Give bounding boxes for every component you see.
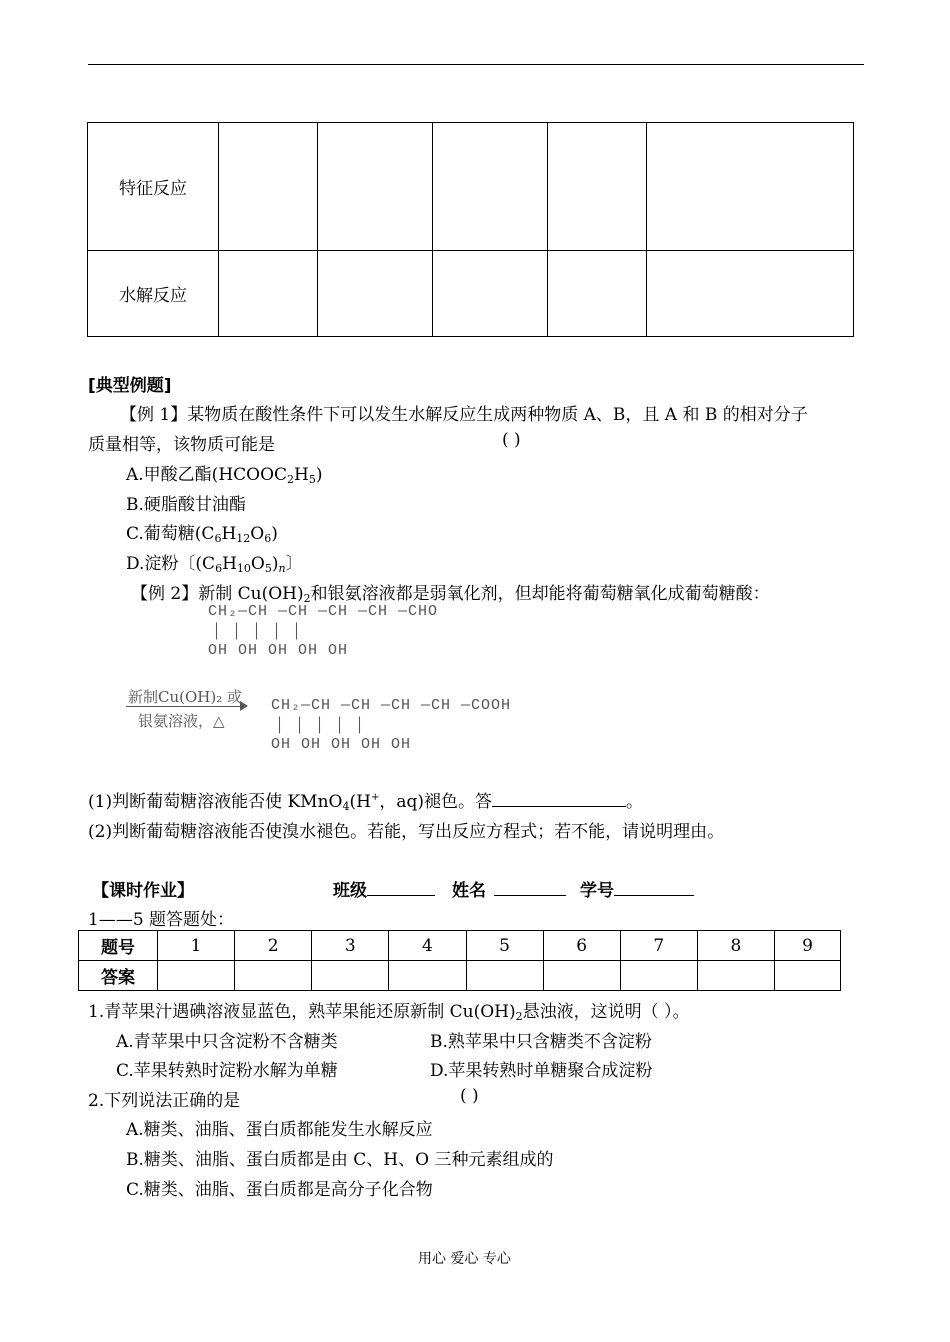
question-number: 6 xyxy=(543,931,620,961)
row-label: 水解反应 xyxy=(88,251,219,337)
section-title: [典型例题] xyxy=(88,376,172,396)
header-cell: 题号 xyxy=(79,931,158,961)
table-cell xyxy=(647,251,854,337)
homework-title: 【课时作业】 xyxy=(92,881,194,901)
reaction-condition-bottom: 银氨溶液，△ xyxy=(138,712,225,730)
example1-option-b: B.硬脂酸甘油酯 xyxy=(126,495,246,515)
question-1-option-a: A.青苹果中只含淀粉不含糖类 xyxy=(116,1032,338,1052)
name-input[interactable] xyxy=(494,880,566,896)
gluconic-acid-chain: CH₂—CH —CH —CH —CH —COOH xyxy=(271,697,512,714)
question-number: 7 xyxy=(620,931,697,961)
question-number: 3 xyxy=(312,931,389,961)
example1-line2: 质量相等，该物质可能是 xyxy=(88,435,275,455)
answer-cell[interactable] xyxy=(235,961,312,991)
answer-cell[interactable] xyxy=(775,961,841,991)
answer-cell[interactable] xyxy=(158,961,235,991)
table-row xyxy=(88,123,854,251)
class-field: 班级 xyxy=(333,876,435,901)
reaction-arrow xyxy=(126,706,244,707)
answer-cell[interactable] xyxy=(389,961,466,991)
answer-cell[interactable] xyxy=(312,961,389,991)
table-cell xyxy=(318,251,433,337)
table-cell xyxy=(219,123,318,251)
table-row xyxy=(79,961,841,991)
class-input[interactable] xyxy=(367,880,435,896)
example2-question-1: (1)判断葡萄糖溶液能否使 KMnO$_4$(H+，aq)褪色。答 。 xyxy=(88,792,643,813)
table-cell xyxy=(647,123,854,251)
reaction-condition-top: 新制Cu(OH)₂ 或 xyxy=(128,688,243,706)
gluconic-acid-bonds: │ │ │ │ │ xyxy=(275,717,366,734)
question-1-option-d: D.苹果转熟时单糖聚合成淀粉 xyxy=(430,1061,653,1081)
question-number: 5 xyxy=(466,931,543,961)
question-1-option-b: B.熟苹果中只含糖类不含淀粉 xyxy=(430,1032,652,1052)
glucose-hydroxyls: OH OH OH OH OH xyxy=(208,642,349,659)
question-number: 8 xyxy=(697,931,774,961)
answer-table xyxy=(78,930,841,991)
table-cell xyxy=(548,123,647,251)
answer-label-cell: 答案 xyxy=(79,961,158,991)
glucose-chain: CH₂—CH —CH —CH —CH —CHO xyxy=(208,603,439,620)
answer-cell[interactable] xyxy=(697,961,774,991)
student-number-field: 学号 xyxy=(580,876,694,901)
question-2-option-a: A.糖类、油脂、蛋白质都能发生水解反应 xyxy=(126,1120,433,1140)
table-cell xyxy=(433,251,548,337)
question-number: 2 xyxy=(235,931,312,961)
table-row xyxy=(88,251,854,337)
example1-option-a: A.甲酸乙酯$(HCOOC_2H_5)$ xyxy=(126,465,323,486)
header-rule xyxy=(88,64,864,65)
answer-area-note: 1——5 题答题处： xyxy=(88,910,235,930)
question-1-option-c: C.苹果转熟时淀粉水解为单糖 xyxy=(116,1061,338,1081)
question-number: 9 xyxy=(775,931,841,961)
table-cell xyxy=(318,123,433,251)
page-footer: 用心 爱心 专心 xyxy=(418,1251,511,1267)
answer-blank[interactable] xyxy=(492,791,626,807)
example1-option-d: D.淀粉〔$(C_6H_{10}O_5)_n$〕 xyxy=(126,554,303,575)
question-2-paren: ( ) xyxy=(460,1086,479,1106)
arrow-head-icon xyxy=(240,701,248,711)
comparison-table xyxy=(87,122,854,337)
example1-line1: 【例 1】某物质在酸性条件下可以发生水解反应生成两种物质 A、B，且 A 和 B 的相对分子 xyxy=(120,405,808,425)
table-cell xyxy=(433,123,548,251)
question-2-option-c: C.糖类、油脂、蛋白质都是高分子化合物 xyxy=(126,1180,433,1200)
example1-option-c: C.葡萄糖$(C_6H_{12}O_6)$ xyxy=(126,524,278,545)
gluconic-acid-hydroxyls: OH OH OH OH OH xyxy=(271,736,412,753)
example2-question-2: (2)判断葡萄糖溶液能否使溴水褪色。若能，写出反应方程式；若不能，请说明理由。 xyxy=(88,822,725,842)
table-cell xyxy=(219,251,318,337)
answer-cell[interactable] xyxy=(620,961,697,991)
answer-cell[interactable] xyxy=(543,961,620,991)
question-1-stem: 1.青苹果汁遇碘溶液显蓝色，熟苹果能还原新制 $Cu(OH)_2$悬浊液，这说明（ ）。 xyxy=(88,1002,690,1023)
student-number-input[interactable] xyxy=(614,880,694,896)
question-2-option-b: B.糖类、油脂、蛋白质都是由 C、H、O 三种元素组成的 xyxy=(126,1150,554,1170)
table-row xyxy=(79,931,841,961)
name-field: 姓名 xyxy=(452,876,566,901)
row-label: 特征反应 xyxy=(88,123,219,251)
example2-intro: 【例 2】新制 $Cu(OH)_2$和银氨溶液都是弱氧化剂，但却能将葡萄糖氧化成葡萄糖酸： xyxy=(131,584,770,605)
glucose-bonds: │ │ │ │ │ xyxy=(212,623,303,640)
question-2-stem: 2.下列说法正确的是 xyxy=(88,1091,241,1111)
answer-cell[interactable] xyxy=(466,961,543,991)
table-cell xyxy=(548,251,647,337)
example1-answer-paren: ( ) xyxy=(502,430,521,450)
question-number: 4 xyxy=(389,931,466,961)
question-number: 1 xyxy=(158,931,235,961)
